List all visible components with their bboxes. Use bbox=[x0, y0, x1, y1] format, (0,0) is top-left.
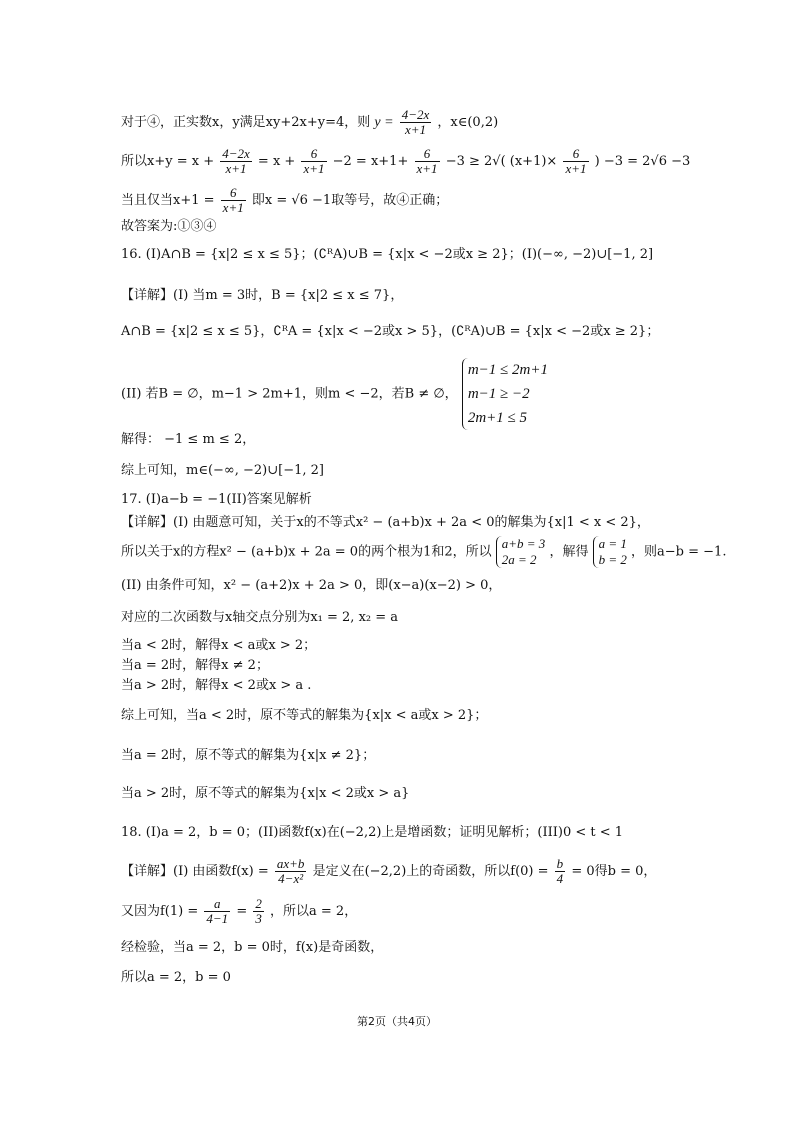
q18-check: 经检验，当a = 2，b = 0时，f(x)是奇函数， bbox=[121, 940, 384, 955]
text: 对于④，正实数x，y满足xy+2x+y=4，则 bbox=[121, 115, 371, 130]
q18-detail-2 bbox=[121, 897, 357, 926]
q18-detail-1 bbox=[121, 857, 656, 886]
text: 是定义在(−2,2)上的奇函数，所以f(0) = bbox=[312, 864, 549, 879]
text: y = bbox=[374, 115, 394, 130]
q17-answer: 17. (I)a−b = −1(II)答案见解析 bbox=[121, 492, 312, 507]
fraction: $\frac{6}{x+1}$ bbox=[303, 146, 325, 176]
fraction: $\frac{b}{4}$ bbox=[556, 856, 564, 886]
system-solution: a = 1 b = 2 bbox=[593, 536, 627, 568]
text: 又因为f(1) = bbox=[121, 904, 199, 919]
q17-roots bbox=[121, 536, 726, 568]
q16-conclusion: 综上可知，m∈(−∞, −2)∪[−1, 2] bbox=[121, 463, 324, 478]
q17-part2: (II) 由条件可知，x² − (a+2)x + 2a > 0，即(x−a)(x−2) > 0， bbox=[121, 578, 502, 593]
q17-case-2: 当a = 2时，解得x ≠ 2； bbox=[121, 658, 269, 673]
q16-detail-1: 【详解】(I) 当m = 3时，B = {x|2 ≤ x ≤ 7}， bbox=[121, 288, 404, 303]
system-of-inequalities: m−1 ≤ 2m+1 m−1 ≥ −2 2m+1 ≤ 5 bbox=[462, 358, 548, 430]
text: = bbox=[236, 904, 248, 919]
text: −2 = x+1+ bbox=[332, 154, 409, 169]
text: 所以x+y = x + bbox=[121, 154, 215, 169]
q17-case-3: 当a > 2时，解得x < 2或x > a . bbox=[121, 678, 312, 693]
q17-intersections: 对应的二次函数与x轴交点分别为x₁ = 2, x₂ = a bbox=[121, 610, 399, 625]
fraction: $\frac{4-2x}{x+1}$ bbox=[401, 107, 430, 137]
q16-solution: 解得： −1 ≤ m ≤ 2， bbox=[121, 432, 256, 447]
fraction: $\frac{ax+b}{\text{4−x²}}$ bbox=[276, 856, 305, 886]
text: 即x = √6 −1取等号，故④正确； bbox=[251, 193, 449, 208]
text: ，所以a = 2， bbox=[270, 904, 358, 919]
text: 当且仅当x+1 = bbox=[121, 193, 215, 208]
text: −3 ≥ 2√( (x+1)× bbox=[445, 154, 558, 169]
q18-answer: 18. (I)a = 2，b = 0；(II)函数f(x)在(−2,2)上是增函数；证明见解析；(III)0 < t < 1 bbox=[121, 825, 624, 840]
fraction: $\frac{6}{x+1}$ bbox=[416, 146, 438, 176]
system-equations: a+b = 3 2a = 2 bbox=[496, 536, 546, 568]
q17-summary-2: 当a = 2时，原不等式的解集为{x|x ≠ 2}； bbox=[121, 748, 376, 763]
text: 所以关于x的方程x² − (a+b)x + 2a = 0的两个根为1和2，所以 bbox=[121, 544, 492, 560]
line-xy-condition bbox=[121, 108, 498, 137]
q16-part2 bbox=[121, 358, 548, 430]
q16-detail-2: A∩B = {x|2 ≤ x ≤ 5}，∁ᴿA = {x|x < −2或x > 5}，(∁ᴿA)∪B = {x|x < −2或x ≥ 2}； bbox=[121, 324, 660, 339]
text: = 0得b = 0， bbox=[571, 864, 657, 879]
text: ，则a−b = −1. bbox=[631, 544, 727, 560]
page-footer: 第2页（共4页） bbox=[357, 1015, 437, 1028]
q16-answer: 16. (I)A∩B = {x|2 ≤ x ≤ 5}；(∁ᴿA)∪B = {x|x < −2或x ≥ 2}；(I)(−∞, −2)∪[−1, 2] bbox=[121, 247, 654, 262]
line-equality-case bbox=[121, 186, 448, 215]
fraction: $\frac{a}{4-1}$ bbox=[206, 896, 229, 926]
text: ，解得 bbox=[549, 544, 589, 560]
fraction: $\frac{2}{3}$ bbox=[255, 896, 262, 926]
fraction: $\frac{6}{x+1}$ bbox=[565, 146, 587, 176]
line-answer-15: 故答案为:①③④ bbox=[121, 219, 217, 234]
fraction: $\frac{6}{x+1}$ bbox=[222, 185, 244, 215]
q17-summary-3: 当a > 2时，原不等式的解集为{x|x < 2或x > a} bbox=[121, 786, 410, 801]
line-sum-inequality bbox=[121, 147, 690, 176]
q17-case-1: 当a < 2时，解得x < a或x > 2； bbox=[121, 638, 317, 653]
text: 【详解】(I) 由函数f(x) = bbox=[121, 864, 269, 879]
q17-summary-1: 综上可知，当a < 2时，原不等式的解集为{x|x < a或x > 2}； bbox=[121, 708, 488, 723]
text: ) −3 = 2√6 −3 bbox=[594, 154, 691, 169]
text: = x + bbox=[257, 154, 296, 169]
q17-detail-1: 【详解】(I) 由题意可知，关于x的不等式x² − (a+b)x + 2a < 0的解集为{x|1 < x < 2}， bbox=[121, 515, 650, 530]
text: ，x∈(0,2) bbox=[437, 115, 499, 130]
q18-conclusion: 所以a = 2，b = 0 bbox=[121, 970, 231, 985]
fraction: $\frac{4-2x}{x+1}$ bbox=[222, 146, 250, 176]
text: (II) 若B = ∅，m−1 > 2m+1，则m < −2，若B ≠ ∅， bbox=[121, 386, 458, 402]
